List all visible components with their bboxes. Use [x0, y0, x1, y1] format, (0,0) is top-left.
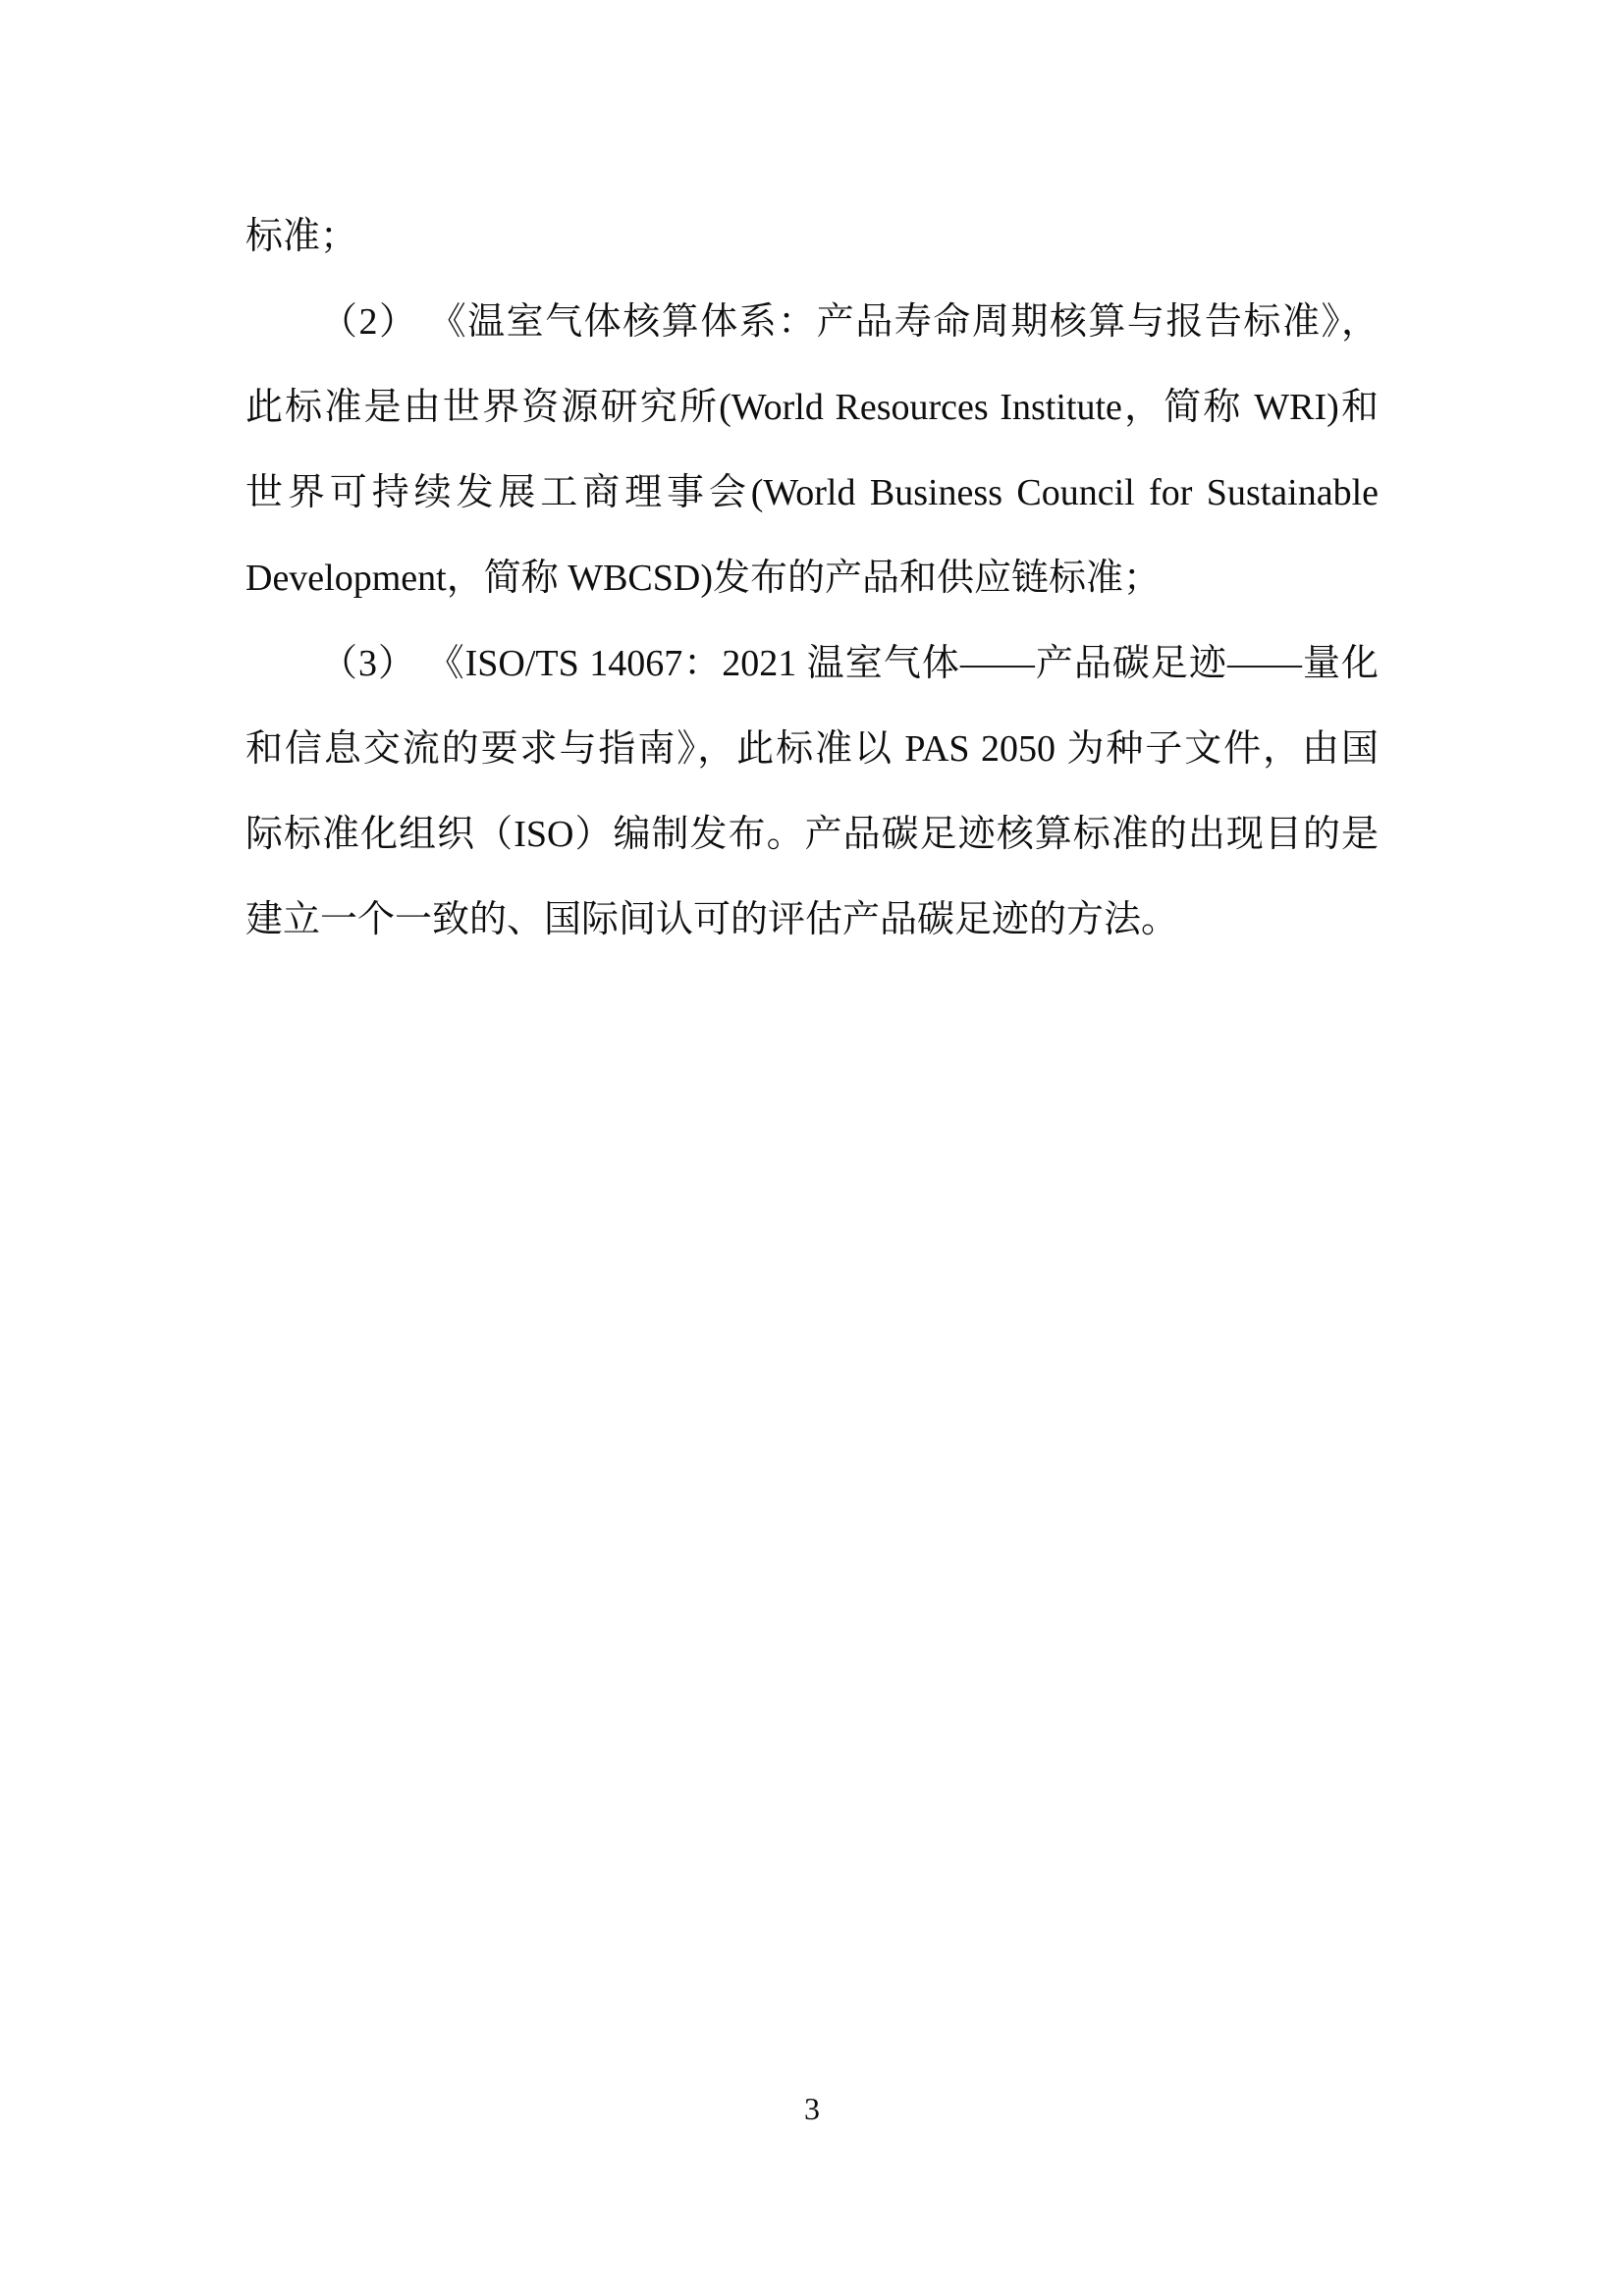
text-line: 建立一个一致的、国际间认可的评估产品碳足迹的方法。	[245, 899, 1179, 940]
text-line: （3） 《ISO/TS 14067：2021 温室气体——产品碳足迹——量化	[320, 643, 1379, 684]
page-body	[245, 194, 1379, 963]
text-line: 世界可持续发展工商理事会(World Business Council for Sustainable	[245, 472, 1379, 513]
text-line: 此标准是由世界资源研究所(World Resources Institute，简称 WRI)和	[245, 387, 1379, 428]
page-number: 3	[804, 2091, 820, 2126]
text-line: 和信息交流的要求与指南》，此标准以 PAS 2050 为种子文件，由国	[245, 728, 1379, 770]
text-line: 际标准化组织（ISO）编制发布。产品碳足迹核算标准的出现目的是	[245, 814, 1379, 855]
text-line: 标准；	[245, 216, 358, 257]
text-line: Development，简称 WBCSD)发布的产品和供应链标准；	[245, 558, 1162, 599]
text-line: （2） 《温室气体核算体系：产品寿命周期核算与报告标准》，	[320, 301, 1379, 343]
